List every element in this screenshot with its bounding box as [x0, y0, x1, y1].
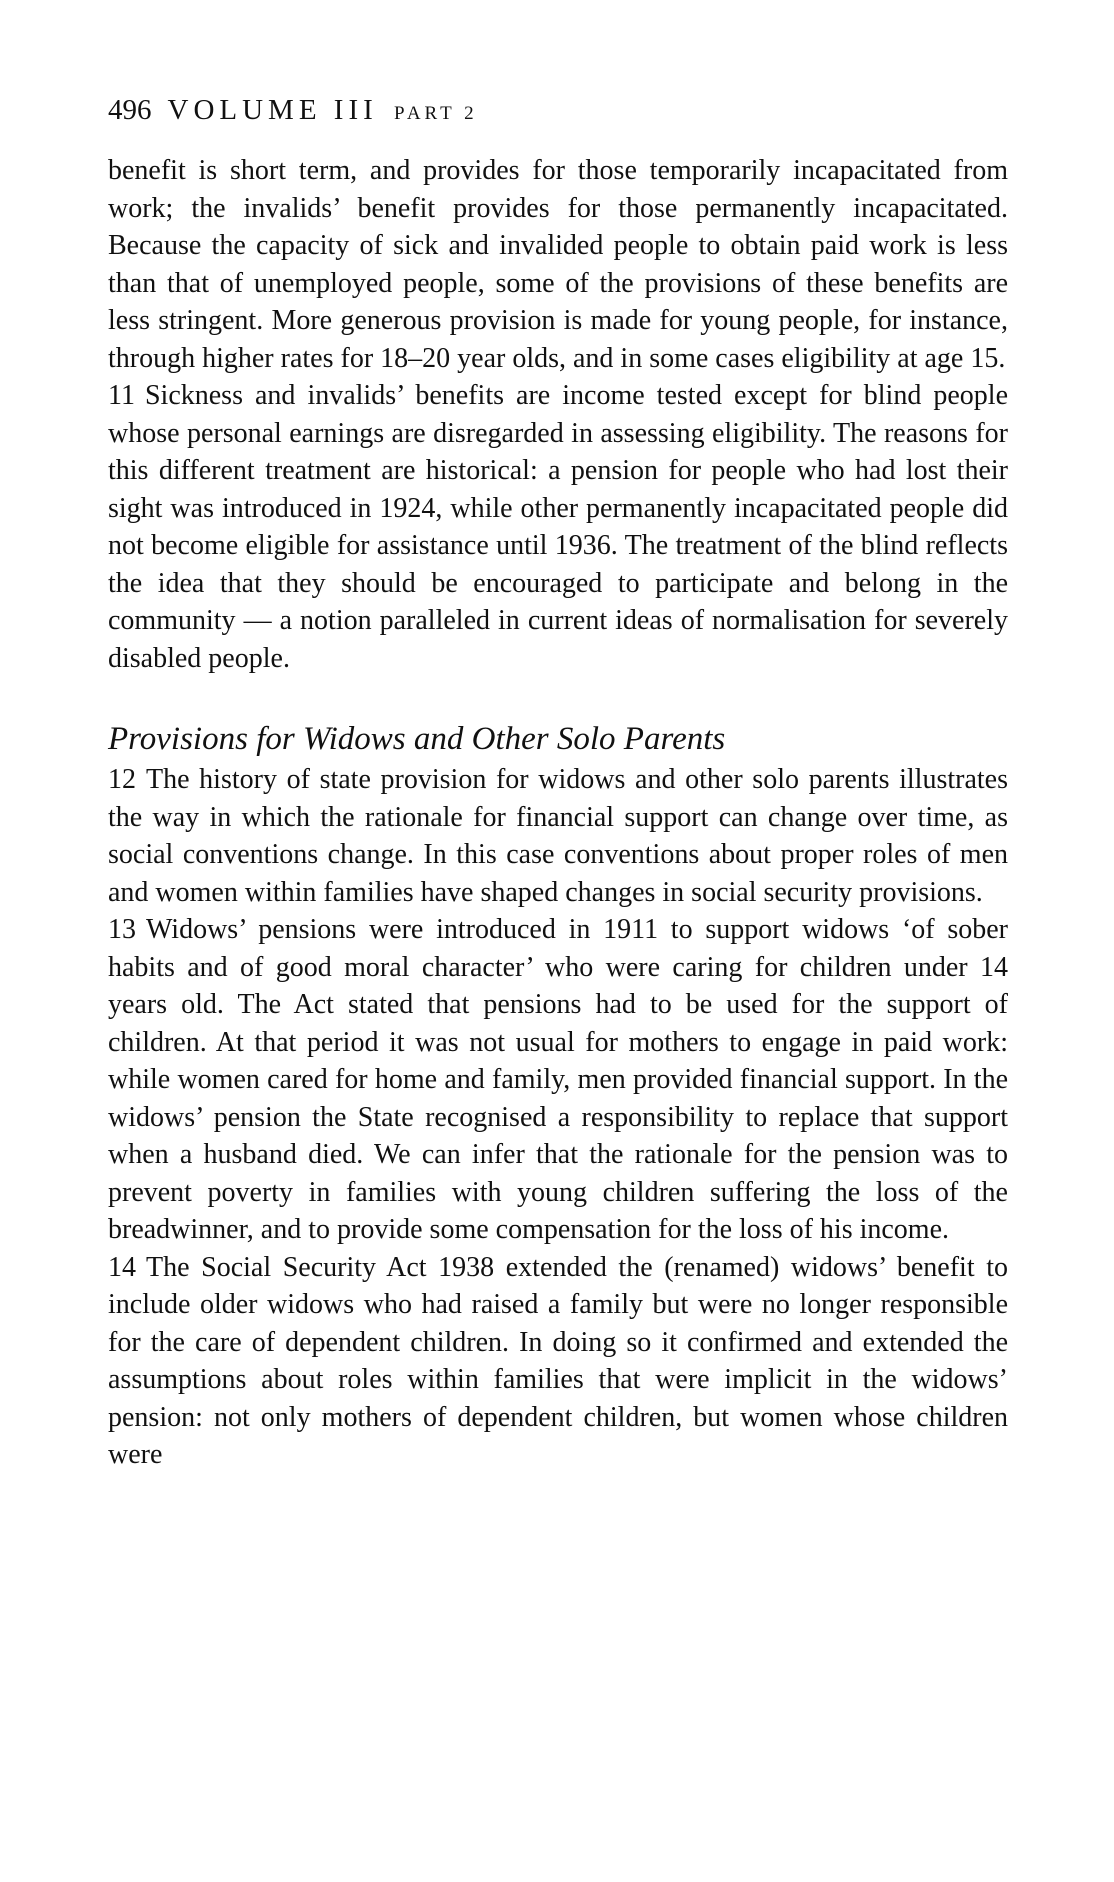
paragraph-number: 13: [108, 914, 136, 945]
paragraph-number: 14: [108, 1251, 136, 1283]
paragraph-continued: [108, 152, 1008, 377]
paragraph-text: The history of state provision for widows and other solo parents illustrates the way in which the rationale for financial support can change over time, as social conventions change. In this case conventions about proper roles of men and women within families have shaped changes in social security provisions.: [108, 764, 1008, 908]
paragraph-14: [108, 1249, 1008, 1474]
paragraph-12: [108, 761, 1008, 911]
paragraph-text: benefit is short term, and provides for those temporarily incapacitated from work; the invalids’ benefit provides for those permanently incapacitated. Because the capacity of sick and invalided people to obtain paid work is less than that of unemployed people, some of the provisions of these benefits are less stringent. More generous provision is made for young people, for instance, through higher rates for 18–20 year olds, and in some cases eligibility at age 15.: [108, 155, 1008, 374]
paragraph-text: Sickness and invalids’ benefits are income tested except for blind people whose personal earnings are disregarded in assessing eligibility. The reasons for this different treatment are historical: a pension for people who had lost their sight was introduced in 1924, while other permanently incapacitated people did not become eligible for assistance until 1936. The treatment of the blind reflects the idea that they should be encouraged to participate and belong in the community — a notion paralleled in current ideas of normalisation for severely disabled people.: [108, 380, 1008, 674]
paragraph-number: 11: [108, 380, 135, 411]
running-head: [108, 92, 1008, 132]
document-page: [108, 92, 1008, 1474]
paragraph-number: 12: [108, 764, 136, 795]
section-heading: Provisions for Widows and Other Solo Parents: [108, 721, 726, 757]
paragraph-text: The Social Security Act 1938 extended the (renamed) widows’ benefit to include older widows who had raised a family but were no longer responsible for the care of dependent children. In doing so it confirmed and extended the assumptions about roles within families that were implicit in the widows’ pension: not only mothers of dependent children, but women whose children were: [108, 1251, 1008, 1470]
paragraph-text: Widows’ pensions were introduced in 1911 to support widows ‘of sober habits and of good moral character’ who were caring for children under 14 years old. The Act stated that pensions had to be used for the support of children. At that period it was not usual for mothers to engage in paid work: while women cared for home and family, men provided financial support. In the widows’ pension the State recognised a responsibility to replace that support when a husband died. We can infer that the rationale for the pension was to prevent poverty in families with young children suffering the loss of the breadwinner, and to provide some compensation for the loss of his income.: [108, 914, 1008, 1245]
paragraph-13: [108, 911, 1008, 1249]
volume-label: VOLUME III: [167, 94, 378, 126]
part-label: PART 2: [394, 103, 478, 124]
paragraph-11: [108, 377, 1008, 677]
page-number: 496: [108, 94, 152, 126]
